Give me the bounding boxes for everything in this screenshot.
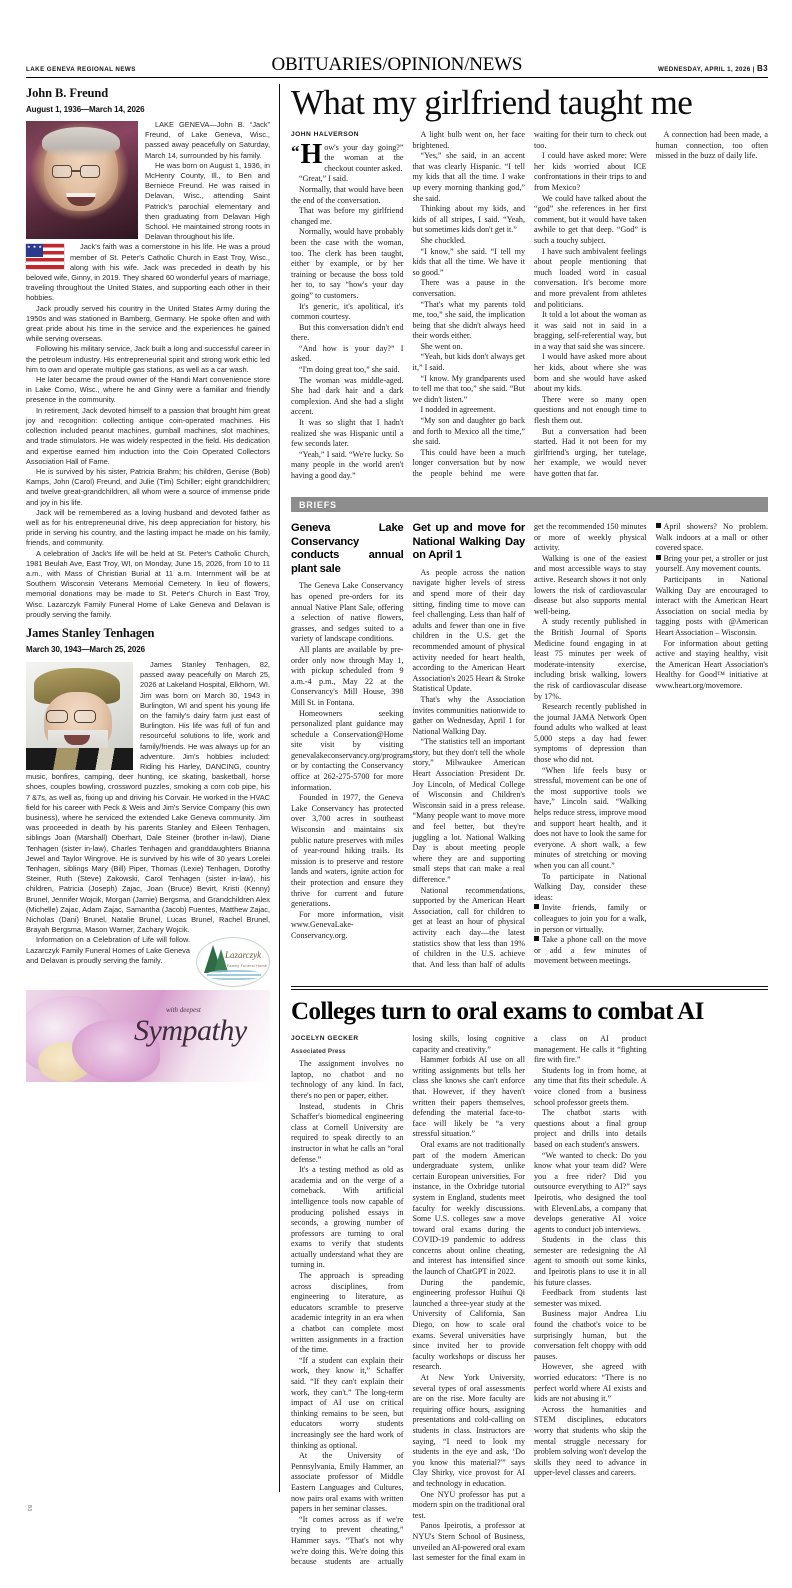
glasses-right-lens [74,710,96,723]
smile-shape [66,193,96,206]
brief-bullet-item [656,522,769,554]
feature-paragraph: Normally, that would have been the end of the conversation. [291,184,404,205]
brief-paragraph: For information about getting active and staying healthy, visit the American Heart Association's Healthy for Good™ initiative at www.heart.org/movemore. [655,638,768,690]
feature-paragraph: I nodded in agreement. [420,405,496,415]
masthead-page-number: B3 [756,64,768,73]
briefs-body-columns [291,522,768,977]
brief-paragraph: “The statistics tell an important story, but they don't tell the whole story,” Milwaukee American Heart Association President Dr. Joy Lincoln, of Medical College of Wisconsin and Children's Wisconsin said in a press release. “Many people want to move more and feel better, but they're juggling a lot. National Walking Day is about meeting people where they are and supporting small steps that can make a real difference.” [412,737,525,884]
feature-paragraph: “I'm doing great too,” she said. [299,365,400,375]
glasses-left-lens [52,165,72,178]
brief-paragraph: Homeowners seeking personalized plant guidance may schedule a Conservation@Home site visit by visiting genevalakeconservancy.org/programs or by contacting the Conservancy office at 262-275-5700 for more information. [291,708,413,792]
briefs-section-header [291,497,768,512]
feature-paragraph: “Yes,” she said, in an accent that was clearly Hispanic. “I tell my kids that all the time. I wake up every morning thanking god,” she said. [412,151,525,203]
glasses-right-lens [80,165,100,178]
obituary-portrait-photo [26,662,133,770]
feature-headline: What my girlfriend taught me [291,83,693,122]
bullet-text: Invite friends, family or colleagues to join you for a walk, in person or virtually. [534,903,647,934]
ai-paragraph: Across the humanities and STEM disciplines, educators worry that students who skip the mental struggle necessary for problem solving won't develop the skills they need to advance in upper-level classes and careers. [534,1404,647,1478]
obit-paragraph: James Stanley Tenhagen, 82, passed away peacefully on March 25, 2026 at Lakeland Hospital, Elkhorn, WI. Jim was born on March 30, 1943 in Burlington, WI and spent his young life on the family's dairy farm just east of Burlington. His life was full of fun and resourceful solutions to life, work and family/friends. He was always up for an adventure. Jim's hobbies included: Riding his Harley, DANCING, country music, bonfires, camping, deer hunting, ice skating, basketball, horse shoes, couples bowling, crossword puzzles, smoking a corn cob pipe, his 7 &7s, as well as, fixing up and driving his Corvair. He worked in the HVAC field for his career with Peck & Weis and Jim's Service Company (his own business), where he serviced the extended Lake Geneva community. Jim was proceeded in death by his parents Stanley and Eileen Tenhagen, siblings Joan (Marshall) Oberhart, Dale Steiner (brother in-law), Diane Tenhagen (sister in-law), Charles Tenhagen and granddaughters Brianna Jewel and Taylor Wingrove. He is survived by his wife of 30 years Lorelei Tenhagen, siblings Mary (Bill) Piper, Thomas (Lexie) Tenhagen, Dorothy Steiner, Ruth (Steve) Zakowski, Carol Tenhagen (sister in-law), his children, Patricia (Joseph) Zajac, Joan (Bruce) Bevirt, Kristi (Kenny) Brunel, Jennifer Wojcik, Morgan (Jamie) Bergsma, and Grandchildren Alex (Michelle) Zajac, Adam Zajac, Samantha (Jacob) Fuentes, Matthew Zajac, Nicholas (Dani) Brunel, Natalie Brunel, Lucas Brunel, Rachel Brunel, Brayah Bergsma, Mason Warner, Zachary Wojcik. [26,659,270,935]
ai-paragraph: The approach is spreading across disciplines, from engineering to literature, as educators scramble to preserve academic integrity in an era when a chatbot can complete most written assignments in a fraction of the time. [291,1271,404,1355]
obit-paragraph: Jack proudly served his country in the United States Army during the 1950s and was stationed in Bamberg, Germany. He spoke often and with great pride about his time in the service and the experiences he gained while serving overseas. [26,303,270,344]
funeral-home-tagline: Family Funeral Home [227,964,268,969]
feature-paragraph: “I know,” she said. “I tell my kids that all the time. We have it so good.” [412,246,525,277]
masthead-separator: | [752,66,755,73]
brief-paragraph: Research recently published in the journal JAMA Network Open found adults who walked at least 5,000 steps a day had fewer symptoms of depression than those who did not. [534,702,647,765]
feature-paragraph: “Great,” I said. [299,174,348,184]
obit-paragraph: A celebration of Jack's life will be held at St. Peter's Catholic Church, 1981 Beulah Ave, East Troy, WI, on Monday, June 15, 2026, from 10 to 11 a.m., with Mass of Christian Burial at 11 a.m. Internment will be at Southern Wisconsin Veterans Memorial Cemetery. In lieu of flowers, memorial donations may be made to St. Peter's Church in East Troy, Wisc. Lazarczyk Family Funeral Home of Lake Geneva and Delavan is proudly serving the family. [26,548,270,619]
ai-article [291,998,768,1574]
ai-paragraph: The assignment involves no laptop, no chatbot and no technology of any kind. In fact, there's no pen or paper, either. [291,1059,404,1100]
section-divider-rule [291,986,768,990]
obit-paragraph: In retirement, Jack devoted himself to a passion that brought him great joy and recognition: collecting antique coin-operated machines. His collection included peanut machines, gumball machines, slot machines, and trade stimulators. He was widely respected in the field. His dedication and expertise earned him induction into the Coin Operated Collectors Association Hall of Fame. [26,405,270,466]
sympathy-small-text: with deepest [166,1006,201,1015]
funeral-home-name: Lazarczyk [225,950,262,961]
obituary-james-tenhagen [26,625,270,969]
obit-paragraph: He was born on August 1, 1936, in McHenry County, Ill., to Ben and Berniece Freund. He was raised in Delavan, Wisc., attending Saint Patrick's parochial elementary and then graduating from Delavan High School. He maintained strong roots in Delavan throughout his life. [145,160,270,242]
brief-paragraph: As people across the nation navigate higher levels of stress and spend more of their day sitting, finding time to move can feel challenging. Less than half of adults and fewer than one in five children in the U.S. get the recommended amount of physical activity needed for heart health, according to the American Heart Association's 2025 Heart & Stroke Statistical Update. [412,567,526,694]
ai-paragraph: Students log in from home, at any time that fits their schedule. A voice cloned from a business school professor greets them. [534,1065,647,1107]
open-quote-mark: “ [291,141,300,161]
ai-paragraph: One NYU professor has put a modern spin on the traditional oral test. [412,1489,525,1520]
brief-bullet-item [534,903,647,935]
masthead-date-page [658,64,768,74]
masthead-section: OBITUARIES/OPINION/NEWS [271,54,523,75]
square-bullet-icon [656,555,661,560]
feature-paragraph: “That's what my parents told me, too,” she said, the implication being that she didn't always heed their words either. [412,299,525,341]
feature-paragraph: There were so many open questions and not enough time to flesh them out. [534,394,647,426]
ai-article-byline-org: Associated Press [291,1047,346,1055]
feature-paragraph: I would have asked more about her kids, about where she was born and she would have asked about my kids. [534,352,647,394]
square-bullet-icon [656,523,661,528]
ai-paragraph: Students in the class this semester are redesigning the AI agent to smooth out some kinks, and Ipeirotis plans to use it in all his future classes. [534,1235,647,1287]
obit-paragraph: He is survived by his sister, Patricia Brahm; his children, Genise (Bob) Kamps, John (Carol) Freund, and Julie (Tim) Schiller; eight grandchildren; and twelve great-grandchildren, all whom were a source of immense pride and joy in his life. [26,466,270,507]
ai-paragraph: At New York University, several types of oral assessments are on the rise. More faculty are requiring office hours, assigning presentations and cold-calling on students in class. Instructors are saying, “I need to look my students in the eye and ask, ‘Do you know this material?'” says Clay Shirky, vice provost for AI and technology in education. [412,1373,525,1488]
feature-paragraph: It's generic, it's apolitical, it's common courtesy. [291,301,404,322]
ai-article-headline: Colleges turn to oral exams to combat AI [291,998,704,1025]
ai-paragraph: However, she agreed with worried educators: “There is no perfect world where AI exists and kids are not abusing it.” [534,1362,647,1404]
feature-paragraph: She chuckled. [420,235,466,245]
obituary-body [26,120,270,620]
shirt-shape [26,748,133,770]
ai-paragraph: Oral exams are not traditionally part of the modern American undergraduate system, unlike certain European universities. For instance, in the Oxbridge tutorial system in England, students meet faculty for weekly discussions. Some U.S. colleges saw a move toward oral exams during the COVID-19 pandemic to address concerns about online cheating, and interest has intensified since the launch of ChatGPT in 2022. [412,1139,525,1277]
ai-article-byline: JOCELYN GECKER [291,1035,359,1042]
brief-bullet-item [656,554,769,575]
feature-paragraph: Normally, would have probably been the case with the woman, too. The clerk has been taught, either by example, or by her training or because the boss told her to, to say “how's your day going” to customers. [291,227,404,300]
obituary-name: James Stanley Tenhagen [26,625,155,640]
briefs-section [291,522,768,977]
obituary-dates: March 30, 1943—March 25, 2026 [26,644,145,654]
bullet-text: April showers? No problem. Walk indoors at a mall or other covered space. [655,522,768,553]
feature-paragraph: Thinking about my kids, and kids of all stripes, I said. “Yeah, but sometimes kids don't get it.” [412,204,525,235]
bullet-text: Bring your pet, a stroller or just yourself. Any movement counts. [655,553,768,574]
masthead [26,52,768,78]
glasses-left-lens [46,710,68,723]
feature-lede-text: ow's your day going?” the woman at the checkout counter asked. [324,142,404,173]
ai-paragraph: During the pandemic, engineering professor Huihui Qi launched a three-year study at the University of California, San Diego, on how to scale oral exams. Several universities have since invited her to provide faculty workshops or discuss her research. [412,1277,525,1372]
feature-paragraph: It was so slight that I hadn't realized she was Hispanic until a few seconds later. [291,418,404,449]
feature-article [291,84,768,492]
obit-paragraph: Information on a Celebration of Life will follow. Lazarczyk Family Funeral Homes of Lake Geneva and Delavan is proudly serving the family. [26,935,190,965]
feature-paragraph: But this conversation didn't end there. [291,322,404,343]
brief-bullet-item [534,935,647,967]
american-flag-icon [26,244,64,269]
funeral-home-logo [196,937,270,987]
obituary-dates: August 1, 1936—March 14, 2026 [26,105,145,114]
feature-paragraph: “Yeah, but kids don't always get it,” I said. [412,352,525,373]
obituary-body [26,659,270,969]
square-bullet-icon [534,936,539,941]
brief-paragraph: That's why the Association invites communities nationwide to gather on Wednesday, April 1 for National Walking Day. [412,694,525,736]
obituary-john-freund [26,86,270,620]
feature-paragraph: We could have talked about the “god” she references in her first comment, but it would have taken awhile to get that deep. “God” is such a touchy subject. [534,193,647,245]
masthead-publication: LAKE GENEVA REGIONAL NEWS [26,66,136,73]
feature-paragraph: “My son and daughter go back and forth to Mexico all the time,” she said. [412,416,525,447]
feature-paragraph: This could have been a much longer conversation but by now the people behind me were waiting for their turn to check out too. [412,130,647,478]
ai-paragraph: Business major Andrea Liu found the chatbot's voice to be surprisingly human, but the conversation felt choppy with odd pauses. [534,1309,647,1361]
ai-paragraph: “We wanted to check: Do you know what your team did? Were you a free rider? Did you outsource everything to AI?” says Ipeirotis, who designed the tool with ElevenLabs, a company that develops generative AI voice agents to conduct job interviews. [534,1150,647,1234]
feature-paragraph: That was before my girlfriend changed me. [291,206,404,226]
brief-paragraph: For more information, visit www.GenevaLake-Conservancy.org. [291,909,404,940]
brief-paragraph: The Geneva Lake Conservancy has opened pre-orders for its annual Native Plant Sale, offering a selection of native flowers, grasses, and sedges suited to a variety of landscape conditions. [291,581,404,644]
glasses-bridge [72,170,81,172]
brief-paragraph: National recommendations, supported by the American Heart Association, call for children to get at least an hour of physical activity each day—the latest statistics show that less than 19% of children in the U.S. achieve that. And less than half of adults get the recommended 150 minutes or more of weekly physical activity. [412,522,647,969]
obit-paragraph: Following his military service, Jack built a long and successful career in the petroleum industry. His entrepreneurial spirit and strong work ethic led him to own and operate multiple gas stations, as well as a car wash. [26,344,270,374]
drop-cap-letter: H [300,138,323,170]
page-fold-mark: B3 [26,1505,32,1512]
obit-paragraph: LAKE GENEVA—John B. “Jack” Freund, of Lake Geneva, Wisc., passed away peacefully on Saturday, March 14, surrounded by his family. [145,120,270,160]
obit-paragraph: Jack will be remembered as a loving husband and devoted father as well as for his entrepreneurial drive, his deep appreciation for history, his pride in serving his country, and the lasting impact he made on his family, friends, and community. [26,507,270,548]
ai-paragraph: “It comes across as if we're trying to prevent cheating,” Hammer says. “That's not why we're doing this. We're doing this because students are actually losing skills, losing cognitive capacity and creativity.” [291,1034,525,1567]
brief-paragraph: Walking is one of the easiest and most accessible ways to stay active. Research shows it not only lowers the risk of cardiovascular disease but also supports mental well-being. [534,553,647,616]
briefs-label: BRIEFS [299,499,337,510]
bullet-text: Take a phone call on the move or add a few minutes of movement between meetings. [534,935,647,966]
brief-headline: Get up and move for National Walking Day on April 1 [412,522,525,562]
ai-paragraph: Feedback from students last semester was mixed. [534,1288,647,1308]
sympathy-advertisement [26,990,270,1082]
brief-paragraph: Participants in National Walking Day are encouraged to interact with the American Heart Association on social media by tagging posts with @American Heart Association – Wisconsin. [655,574,768,637]
square-bullet-icon [534,904,539,909]
feature-paragraph: But a conversation had been started. Had it not been for my girlfriend's urging, her tutelage, her example, we would never have gotten that far. [534,426,647,478]
masthead-date: WEDNESDAY, APRIL 1, 2026 [657,66,751,73]
sympathy-headline: Sympathy [134,1014,247,1048]
feature-paragraph: A connection had been made, a human connection, too often missed in the buzz of daily life. [655,130,768,161]
ai-paragraph: “If a student can explain their work, they know it,” Schaffer said. “If they can't explain their work, they can't.” The long-term impact of AI use on critical thinking remains to be seen, but educators worry students increasingly see the hard work of thinking as optional. [291,1355,404,1450]
feature-body-columns [291,130,768,492]
obituary-portrait-photo [26,121,138,239]
feature-paragraph: There was a pause in the conversation. [412,278,525,298]
obit-paragraph: Jack's faith was a cornerstone in his life. He was a proud member of St. Peter's Catholic Church in East Troy, Wisc., along with his wife. Jack was preceded in death by his beloved wife, Ginny, in 2019. They shared 60 wonderful years of marriage, traveling throughout the United States, and supporting each other in their hobbies. [26,242,270,303]
brief-paragraph: A study recently published in the British Journal of Sports Medicine found engaging in at least 75 minutes per week of moderate-intensity exercise, including brisk walking, lowers the risk of cardiovascular disease by 17%. [534,617,647,701]
feature-paragraph: A light bulb went on, her face brightened. [412,130,525,150]
water-waves-icon [207,970,261,980]
brief-headline: Geneva Lake Conservancy conducts annual plant sale [291,522,404,575]
brief-paragraph: All plants are available by pre-order only now through May 1, with pickup scheduled from 9 a.m.-4 p.m., May 22 at the Conservancy's Mill House, 398 Mill St. in Fontana. [291,644,404,707]
brief-paragraph: “When life feels busy or stressful, movement can be one of the most supportive tools we have,” Lincoln said. “Walking helps reduce stress, improve mood and support heart health, and it does not have to look the same for everyone. A short walk, a few minutes of stretching or moving when you can all count.” [534,765,647,870]
ai-paragraph: Hammer forbids AI use on all writing assignments but tells her class she knows she can't enforce that. However, if they haven't written their papers themselves, defending the material face-to-face will likely be “a very stressful situation.” [412,1055,525,1139]
feature-paragraph: “And how is your day?” I asked. [291,343,404,364]
ai-paragraph: Instead, students in Chris Schaffer's biomedical engineering class at Cornell University are required to speak directly to an instructor in what he calls an “oral defense.” [291,1101,404,1164]
ai-paragraph: At the University of Pennsylvania, Emily Hammer, an associate professor of Middle Eastern Languages and Cultures, now pairs oral exams with written papers in her seminar classes. [291,1451,404,1514]
feature-paragraph: I could have asked more: Were her kids worried about ICE confrontations in their trips to and from Mexico? [534,151,647,192]
ai-paragraph: The chatbot starts with questions about a final group project and drills into details based on each student's answers. [534,1108,647,1149]
feature-byline: JOHN HALVERSON [291,131,360,138]
feature-lede-paragraph [291,138,404,175]
feature-paragraph: She went on. [420,341,463,351]
feature-paragraph: It told a lot about the woman as it was said not in said in a bragging, self-referential way, but in a way that said she was sincere. [534,310,647,351]
ai-paragraph: Panos Ipeirotis, a professor at NYU's Stern School of Business, unveiled an AI-powered oral exam last semester for the final exam in a class on AI product management. He calls it “fighting fire with fire.” [412,1034,647,1563]
ai-article-body-columns [291,1034,768,1574]
feature-paragraph: The woman was middle-aged. She had dark hair and a dark complexion. And she had a slight accent. [291,375,404,417]
obituaries-column [26,86,270,1082]
obituary-name: John B. Freund [26,86,109,100]
brief-paragraph: Founded in 1977, the Geneva Lake Conservancy has protected over 3,700 acres in southeast Wisconsin and maintains six public nature preserves with miles of year-round hiking trails. Its mission is to preserve and restore lands and waters, ignite action for their protection and ensure they thrive for current and future generations. [291,793,404,909]
obit-paragraph: He later became the proud owner of the Handi Mart convenience store in Lake Como, Wisc., where he and Ginny were a familiar and friendly presence in the community. [26,375,270,405]
column-divider [279,84,280,1492]
feature-paragraph: “Yeah,” I said. “We're lucky. So many people in the world aren't having a good day.” [291,449,404,480]
ai-paragraph: It's a testing method as old as academia and on the verge of a comeback. With artificial intelligence tools now capable of producing polished essays in seconds, a growing number of professors are turning to oral exams to verify that students actually understand what they are turning in. [291,1165,404,1270]
brief-paragraph: To participate in National Walking Day, consider these ideas: [534,871,647,902]
feature-paragraph: “I know. My grandparents used to tell me that too,” she said. “But we didn't listen.” [412,373,525,404]
feature-paragraph: I have such ambivalent feelings about people mentioning that much loaded word in casual conversation. It's become more and more prevalent from athletes and politicians. [534,246,647,309]
